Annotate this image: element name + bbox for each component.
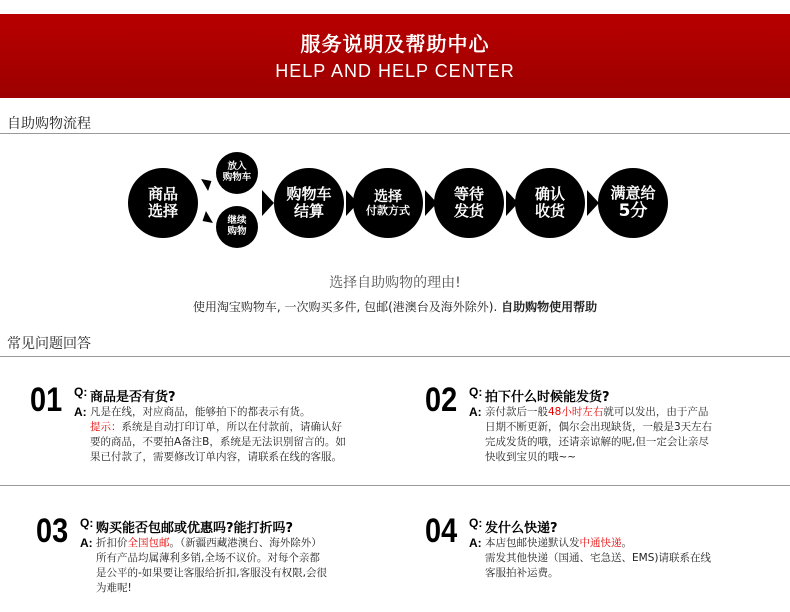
step-label: 确认 (534, 184, 565, 203)
faq-question: 商品是否有货? (90, 390, 176, 405)
faq-divider (0, 356, 790, 357)
reason-text: 使用淘宝购物车, 一次购买多件, 包邮(港澳台及海外除外). (192, 300, 498, 314)
faq-item (425, 381, 775, 481)
reason-title: 选择自助购物的理由! (329, 275, 461, 291)
flow-divider (0, 133, 790, 134)
qa-markers (469, 516, 482, 550)
answer-line: 所有产品均属薄利多销,全场不议价。对每个亲都 (96, 552, 320, 564)
faq-divider (0, 485, 790, 486)
faq-question: 购买能否包邮或优惠吗?能打折吗? (96, 521, 294, 536)
step-label: 等待 (453, 184, 484, 203)
branch-add-to-cart (216, 152, 258, 194)
step-select-goods (128, 168, 198, 238)
answer-line: 需发其他快递（国通、宅急送、EMS)请联系在线 (485, 552, 711, 564)
answer-line: 要的商品，不要拍A备注B，系统是无法识别留言的。如 (90, 436, 346, 448)
qa-markers (80, 516, 93, 550)
faq-number: 02 (425, 381, 458, 419)
tip-label: 提示： (90, 421, 122, 433)
a-marker: A: (469, 536, 482, 550)
answer-text: 就可以发出，由于产品 (603, 406, 709, 418)
answer-line: 快收到宝贝的哦~~ (485, 451, 577, 463)
tip-text: 系统是自动打印订单，所以在付款前，请确认好 (121, 421, 342, 433)
answer-text: 本店包邮快递默认发 (485, 537, 580, 549)
qa-markers (469, 385, 482, 419)
arrow-icon (201, 175, 215, 191)
arrow-icon (199, 211, 213, 227)
q-marker: Q: (80, 516, 94, 530)
faq-answer (90, 405, 346, 465)
step-label: 选择 (374, 188, 402, 205)
faq-section-title: 常见问题回答 (7, 336, 91, 352)
a-marker: A: (80, 536, 93, 550)
answer-line (485, 405, 712, 420)
step-label: 发货 (453, 202, 484, 220)
faq-item (36, 512, 396, 607)
help-link[interactable]: 自助购物使用帮助 (501, 300, 598, 314)
step-label: 结算 (293, 202, 324, 220)
a-marker: A: (74, 405, 87, 419)
step-label: 收货 (534, 202, 565, 220)
answer-line: 客服拍补运费。 (485, 567, 559, 579)
answer-text: 亲付款后一般 (485, 406, 548, 418)
answer-line: 果已付款了，需要修改订单内容，请联系在线的客服。 (90, 451, 342, 463)
answer-line (90, 420, 346, 435)
answer-text: 。 (621, 537, 632, 549)
step-payment-method (353, 168, 423, 238)
faq-item (30, 381, 390, 481)
header-title-en: HELP AND HELP CENTER (275, 61, 515, 81)
step-label: 选择 (147, 202, 178, 220)
q-marker: Q: (469, 385, 483, 399)
step-wait-shipping (434, 168, 504, 238)
arrow-icon (262, 190, 274, 216)
step-cart-checkout (274, 168, 344, 238)
step-label: 继续 (227, 215, 247, 227)
header-title-cn: 服务说明及帮助中心 (300, 32, 490, 56)
q-marker: Q: (74, 385, 88, 399)
step-label: 5分 (618, 200, 648, 221)
faq-question: 拍下什么时候能发货? (485, 390, 610, 405)
step-label: 满意给 (610, 183, 656, 202)
step-confirm-receipt (515, 168, 585, 238)
branch-continue-shopping (216, 206, 258, 248)
highlight-text: 全国包邮 (127, 537, 170, 549)
faq-answer (485, 536, 711, 581)
faq-number: 04 (425, 512, 458, 550)
a-marker: A: (469, 405, 482, 419)
answer-line (485, 536, 711, 551)
step-label: 付款方式 (366, 203, 410, 217)
answer-line: 为难呢! (96, 582, 132, 594)
faq-number: 03 (36, 512, 69, 550)
step-label: 商品 (147, 184, 178, 203)
faq-answer (485, 405, 712, 465)
qa-markers (74, 385, 87, 419)
answer-line: 是公平的-如果要让客服给折扣,客服没有权限,会很 (96, 567, 327, 579)
answer-line: 完成发货的哦，还请亲谅解的呢,但一定会让亲尽 (485, 436, 709, 448)
answer-line: 日期不断更新，偶尔会出现缺货，一般是3天左右 (485, 421, 713, 433)
step-label: 购物 (227, 226, 247, 237)
flow-section-title: 自助购物流程 (7, 116, 91, 132)
faq-item (425, 512, 775, 607)
step-rate-five (598, 168, 668, 238)
faq-answer (96, 536, 327, 596)
step-label: 购物车 (286, 184, 332, 203)
answer-line (96, 536, 327, 551)
step-label: 购物车 (222, 172, 252, 183)
answer-text: 折扣价 (96, 537, 128, 549)
answer-text: 。（新疆西藏港澳台、海外除外） (169, 537, 322, 549)
reason-line (0, 298, 790, 315)
q-marker: Q: (469, 516, 483, 530)
faq-number: 01 (30, 381, 63, 419)
answer-line: 凡是在线，对应商品，能够拍下的都表示有货。 (90, 406, 311, 418)
highlight-text: 48小时左右 (548, 406, 604, 418)
faq-question: 发什么快递? (485, 521, 558, 536)
highlight-text: 中通快递 (579, 537, 622, 549)
step-label: 放入 (227, 161, 247, 173)
header-banner (0, 14, 790, 98)
